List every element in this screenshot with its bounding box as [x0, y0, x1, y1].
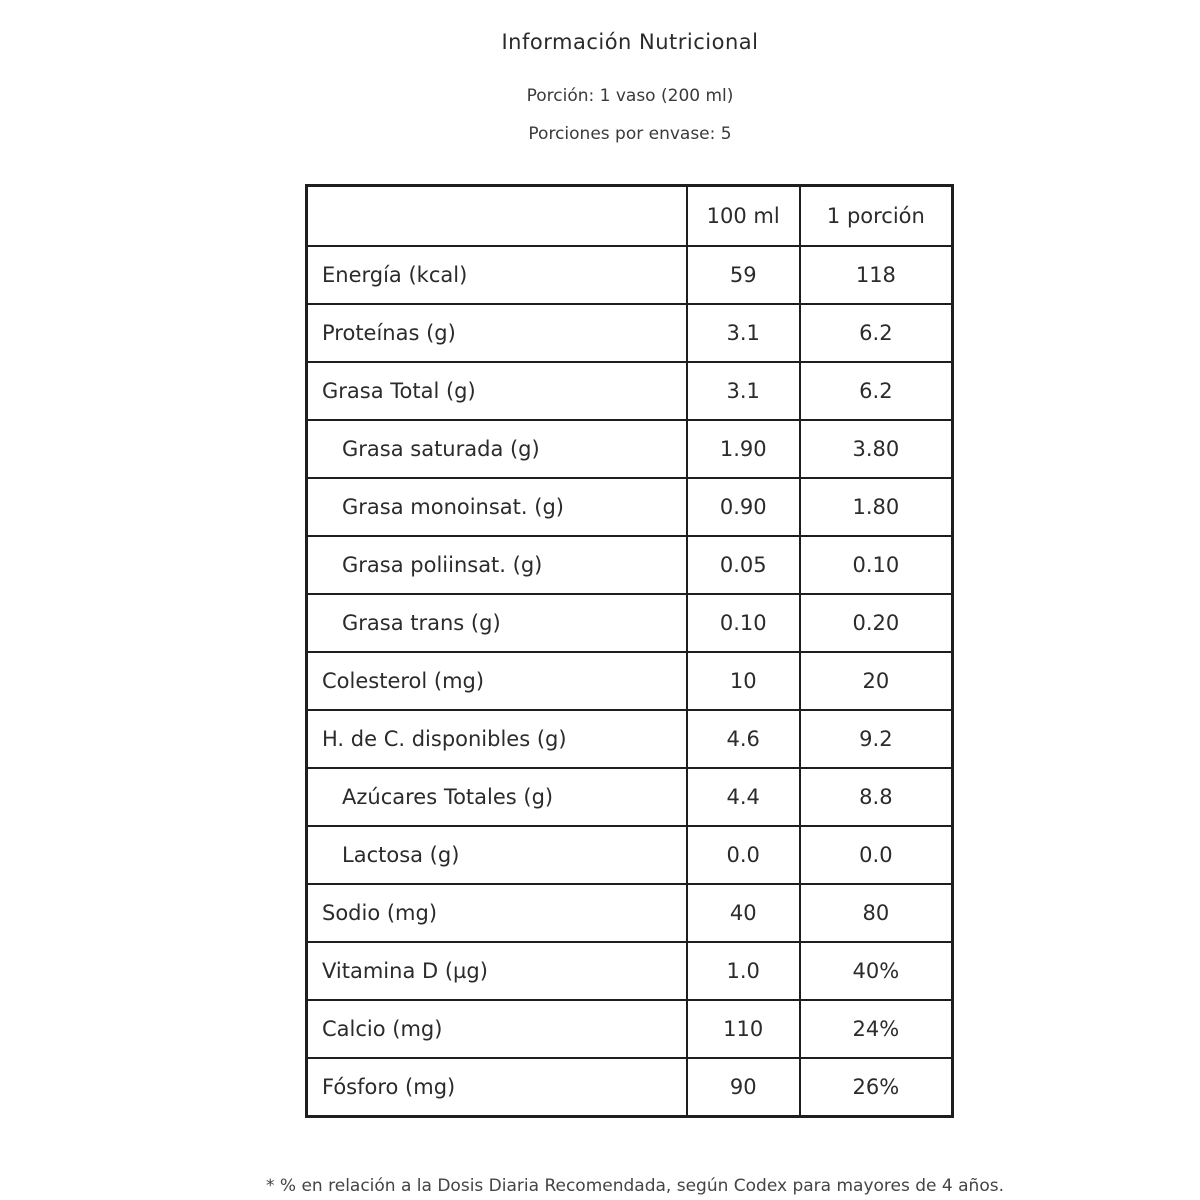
servings-per-container: Porciones por envase: 5: [528, 124, 732, 144]
value-per-100ml: 3.1: [687, 304, 800, 362]
header-per-100ml: 100 ml: [687, 186, 800, 247]
footnote: * % en relación a la Dosis Diaria Recomendada, según Codex para mayores de 4 años.: [266, 1176, 1004, 1196]
table-row: [307, 362, 953, 420]
table-row: [307, 1000, 953, 1058]
table-header-row: [307, 186, 953, 247]
nutrient-label: Calcio (mg): [307, 1000, 687, 1058]
value-per-100ml: 4.4: [687, 768, 800, 826]
table-row: [307, 420, 953, 478]
value-per-100ml: 3.1: [687, 362, 800, 420]
value-per-portion: 118: [800, 246, 953, 304]
value-per-portion: 3.80: [800, 420, 953, 478]
nutrient-label: Lactosa (g): [307, 826, 687, 884]
value-per-100ml: 40: [687, 884, 800, 942]
value-per-100ml: 0.90: [687, 478, 800, 536]
value-per-portion: 0.10: [800, 536, 953, 594]
table-row: [307, 652, 953, 710]
value-per-100ml: 1.90: [687, 420, 800, 478]
table-row: [307, 478, 953, 536]
table-row: [307, 884, 953, 942]
nutrition-table: [305, 184, 954, 1118]
nutrient-label: Grasa poliinsat. (g): [307, 536, 687, 594]
value-per-portion: 26%: [800, 1058, 953, 1117]
nutrient-label: Grasa trans (g): [307, 594, 687, 652]
nutrient-label: Energía (kcal): [307, 246, 687, 304]
value-per-portion: 0.20: [800, 594, 953, 652]
header-per-portion: 1 porción: [800, 186, 953, 247]
nutrient-label: H. de C. disponibles (g): [307, 710, 687, 768]
value-per-portion: 9.2: [800, 710, 953, 768]
value-per-portion: 0.0: [800, 826, 953, 884]
value-per-100ml: 90: [687, 1058, 800, 1117]
nutrient-label: Proteínas (g): [307, 304, 687, 362]
table-row: [307, 304, 953, 362]
nutrient-label: Azúcares Totales (g): [307, 768, 687, 826]
value-per-100ml: 0.0: [687, 826, 800, 884]
value-per-portion: 8.8: [800, 768, 953, 826]
table-row: [307, 942, 953, 1000]
value-per-portion: 40%: [800, 942, 953, 1000]
table-row: [307, 710, 953, 768]
value-per-portion: 80: [800, 884, 953, 942]
nutrient-label: Fósforo (mg): [307, 1058, 687, 1117]
header-label-cell: [307, 186, 687, 247]
value-per-100ml: 10: [687, 652, 800, 710]
nutrient-label: Colesterol (mg): [307, 652, 687, 710]
table-row: [307, 768, 953, 826]
value-per-100ml: 110: [687, 1000, 800, 1058]
nutrient-label: Sodio (mg): [307, 884, 687, 942]
table-row: [307, 826, 953, 884]
value-per-100ml: 4.6: [687, 710, 800, 768]
value-per-portion: 24%: [800, 1000, 953, 1058]
value-per-100ml: 0.05: [687, 536, 800, 594]
value-per-100ml: 59: [687, 246, 800, 304]
value-per-portion: 6.2: [800, 362, 953, 420]
page-title: Información Nutricional: [501, 30, 759, 54]
nutrient-label: Grasa Total (g): [307, 362, 687, 420]
value-per-100ml: 1.0: [687, 942, 800, 1000]
table-row: [307, 1058, 953, 1117]
value-per-100ml: 0.10: [687, 594, 800, 652]
nutrient-label: Grasa monoinsat. (g): [307, 478, 687, 536]
value-per-portion: 6.2: [800, 304, 953, 362]
serving-size: Porción: 1 vaso (200 ml): [526, 86, 734, 106]
value-per-portion: 20: [800, 652, 953, 710]
nutrient-label: Grasa saturada (g): [307, 420, 687, 478]
table-row: [307, 594, 953, 652]
table-row: [307, 536, 953, 594]
value-per-portion: 1.80: [800, 478, 953, 536]
table-row: [307, 246, 953, 304]
nutrient-label: Vitamina D (µg): [307, 942, 687, 1000]
